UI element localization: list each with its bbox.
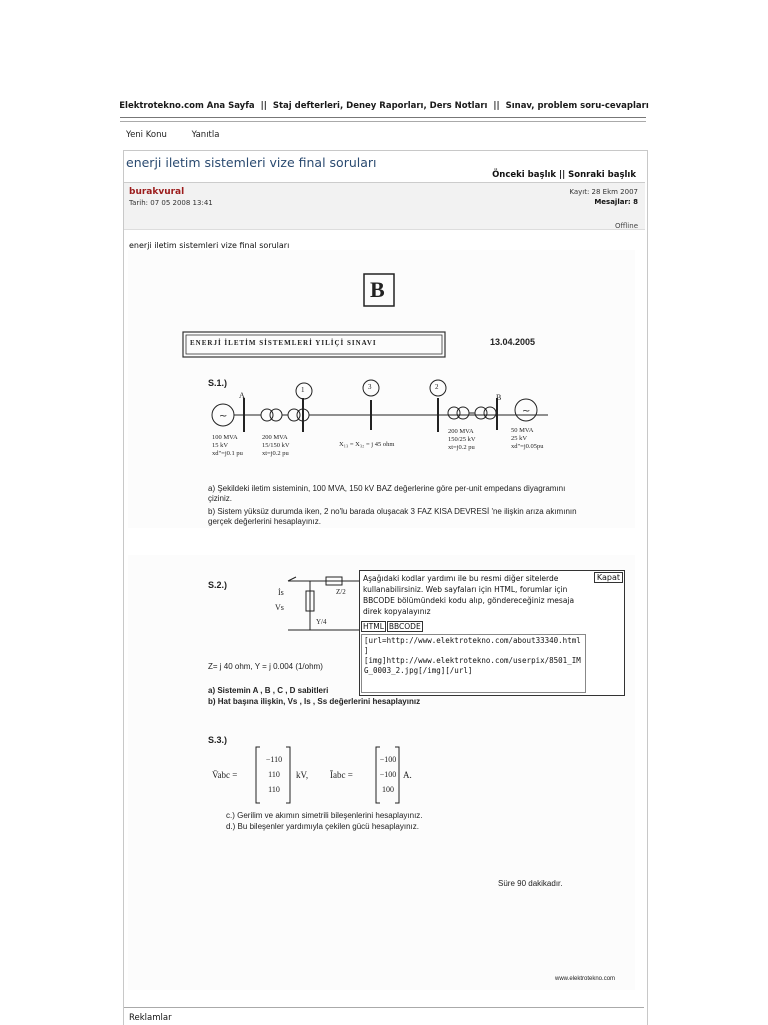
q2-params: Z= j 40 ohm, Y = j 0.004 (1/ohm) [208, 662, 323, 671]
code-tabs [361, 622, 424, 631]
tr-right-ratings: 200 MVA 150/25 kV xt=j0.2 pu [448, 428, 476, 451]
message-count: Mesajlar: 8 [594, 198, 638, 206]
iabc-label: Īabc = [330, 770, 353, 780]
y4-label: Y/4 [316, 618, 327, 626]
gen-right-ratings: 50 MVA 25 kV xd"=j0.05pu [511, 427, 544, 450]
svg-text:~: ~ [522, 406, 531, 417]
q2-part-b: b) Hat başına ilişkin, Vs , Is , Ss değerlerini hesaplayınız [208, 697, 421, 706]
nav-link-home[interactable]: Elektrotekno.com Ana Sayfa [119, 101, 255, 111]
q3-label: S.3.) [208, 735, 228, 745]
bus-a-label: A [239, 391, 245, 400]
divider [124, 1007, 644, 1008]
thread-title: enerji iletim sistemleri vize final soruları [126, 155, 377, 170]
post-actions [126, 130, 241, 140]
share-code-textarea[interactable] [361, 634, 586, 693]
tab-bbcode[interactable]: BBCODE [388, 622, 421, 631]
registered-date: Kayıt: 28 Ekm 2007 [569, 188, 638, 196]
is-label: İs [278, 588, 284, 597]
close-button[interactable]: Kapat [594, 572, 623, 583]
nav-link-notes[interactable]: Staj defterleri, Deney Raporları, Ders Notları [272, 101, 488, 111]
q1-part-a: a) Şekildeki iletim sisteminin, 100 MVA, 150 kV BAZ değerlerine göre per-unit empedans diyagramını çiziniz. [208, 484, 566, 503]
q3-part-c: c.) Gerilim ve akımın simetrili bileşenlerini hesaplayınız. [226, 811, 423, 820]
exam-header: ENERJİ İLETİM SİSTEMLERİ YILİÇİ SINAVI [190, 339, 377, 347]
tr-left-ratings: 200 MVA 15/150 kV xt=j0.2 pu [262, 434, 290, 457]
divider [120, 121, 646, 122]
nav-separator: || [260, 101, 267, 111]
prev-next-links[interactable]: Önceki başlık || Sonraki başlık [492, 170, 636, 180]
exam-duration: Süre 90 dakikadır. [498, 879, 563, 888]
exam-image-top [128, 250, 635, 528]
line-impedance: X₁₃ = X₃₂ = j 45 ohm [339, 441, 395, 448]
vabc-matrix: −110 110 110 [265, 755, 283, 794]
iabc-unit: A. [403, 770, 412, 780]
bus-b-label: B [496, 393, 502, 402]
iabc-matrix: −100 −100 100 [379, 755, 397, 794]
top-nav [0, 101, 768, 111]
exam-date: 13.04.2005 [490, 337, 536, 347]
nav-link-exams[interactable]: Sınav, problem soru-cevapları [505, 101, 649, 111]
divider [120, 117, 646, 118]
q3-part-d: d.) Bu bileşenler yardımıyla çekilen gücü hesaplayınız. [226, 822, 419, 831]
exam-group: B [370, 277, 385, 302]
watermark: www.elektrotekno.com [555, 976, 616, 982]
node-2: 2 [435, 383, 439, 391]
node-3: 3 [368, 383, 372, 391]
q1-label: S.1.) [208, 378, 228, 388]
post-author[interactable]: burakvural [129, 187, 185, 197]
q2-label: S.2.) [208, 580, 228, 590]
gen-left-ratings: 100 MVA 15 kV xd"=j0.1 pu [212, 434, 243, 457]
post-subject: enerji iletim sistemleri vize final soruları [129, 241, 290, 250]
share-instructions: Aşağıdaki kodlar yardımı ile bu resmi diğer sitelerde kullanabilirsiniz. Web sayfaları için HTML, forumlar için BBCODE bölümündeki kodu alıp, göndereceğiniz mesaja direk kopyalayınız [363, 574, 575, 616]
vabc-unit: kV, [296, 770, 309, 780]
svg-text:~: ~ [219, 411, 228, 422]
vabc-label: V̄abc = [212, 770, 238, 780]
ads-label: Reklamlar [129, 1013, 172, 1023]
share-code-popup [359, 570, 625, 696]
status-badge: Offline [615, 222, 638, 230]
post-date: Tarih: 07 05 2008 13:41 [129, 199, 213, 207]
reply-button[interactable]: Yanıtla [191, 130, 220, 140]
tab-html[interactable]: HTML [363, 622, 384, 631]
z2-label: Z/2 [336, 588, 346, 596]
q2-part-a: a) Sistemin A , B , C , D sabitleri [208, 686, 329, 695]
nav-separator: || [493, 101, 500, 111]
node-1: 1 [301, 386, 305, 394]
vs-label: Vs [275, 603, 284, 612]
new-topic-button[interactable]: Yeni Konu [126, 130, 167, 140]
q1-part-b: b) Sistem yüksüz durumda iken, 2 no'lu barada oluşacak 3 FAZ KISA DEVRESİ 'ne ilişkin arıza akımının gerçek değerlerini hesaplayınız. [208, 507, 577, 526]
